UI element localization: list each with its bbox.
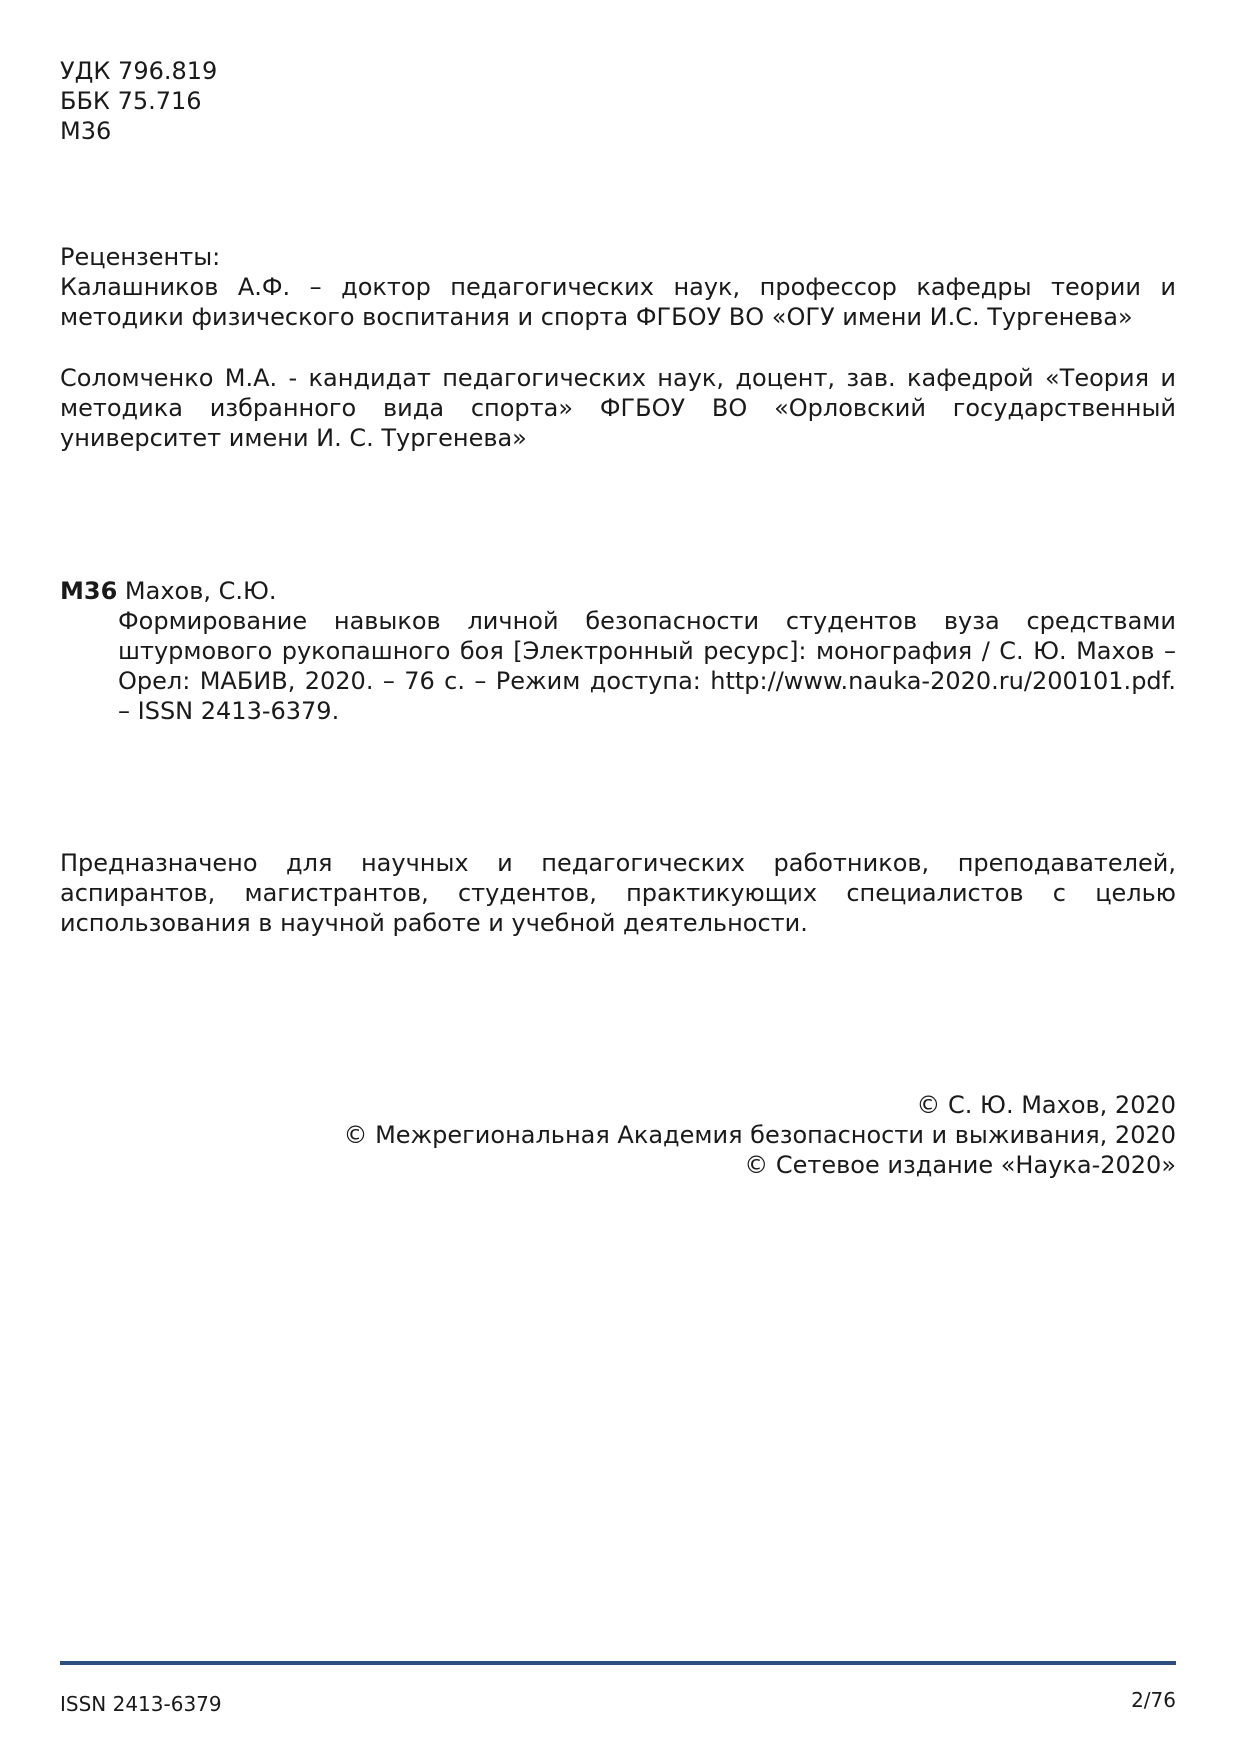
copyright-block: [343, 1090, 1176, 1180]
catalog-description: Формирование навыков личной безопасности студентов вуза средствами штурмового рукопашного боя [Электронный ресурс]: монография / С. Ю. Махов – Орел: МАБИВ, 2020. – 76 с. – Режим доступа: http://www.nauka-2020.ru/200101.pdf. – ISSN 2413-6379.: [118, 607, 1176, 725]
page-number: 2/76: [1131, 1688, 1176, 1712]
reviewers-heading: Рецензенты:: [60, 243, 221, 271]
purpose-statement: Предназначено для научных и педагогических работников, преподавателей, аспирантов, магистрантов, студентов, практикующих специалистов с целью использования в научной работе и учебной деятельности.: [60, 849, 1176, 937]
catalog-author: Махов, С.Ю.: [124, 577, 277, 605]
copyright-author: © С. Ю. Махов, 2020: [916, 1091, 1176, 1119]
footer-divider: [60, 1661, 1176, 1665]
bbk-code: ББК 75.716: [60, 87, 202, 115]
reviewers-section: [60, 242, 1176, 332]
reviewer-2: Соломченко М.А. - кандидат педагогических наук, доцент, зав. кафедрой «Теория и методика избранного вида спорта» ФГБОУ ВО «Орловский государственный университет имени И. С. Тургенева»: [60, 364, 1176, 452]
classification-codes: [60, 56, 1176, 146]
copyright-academy: © Межрегиональная Академия безопасности и выживания, 2020: [343, 1121, 1176, 1149]
reviewer-1: Калашников А.Ф. – доктор педагогических наук, профессор кафедры теории и методики физического воспитания и спорта ФГБОУ ВО «ОГУ имени И.С. Тургенева»: [60, 273, 1176, 331]
udc-code: УДК 796.819: [60, 57, 218, 85]
catalog-code: М36: [60, 577, 118, 605]
author-mark: М36: [60, 117, 112, 145]
catalog-entry: [60, 576, 1176, 606]
copyright-publisher: © Сетевое издание «Наука-2020»: [744, 1151, 1176, 1179]
footer-issn: ISSN 2413-6379: [60, 1692, 222, 1716]
